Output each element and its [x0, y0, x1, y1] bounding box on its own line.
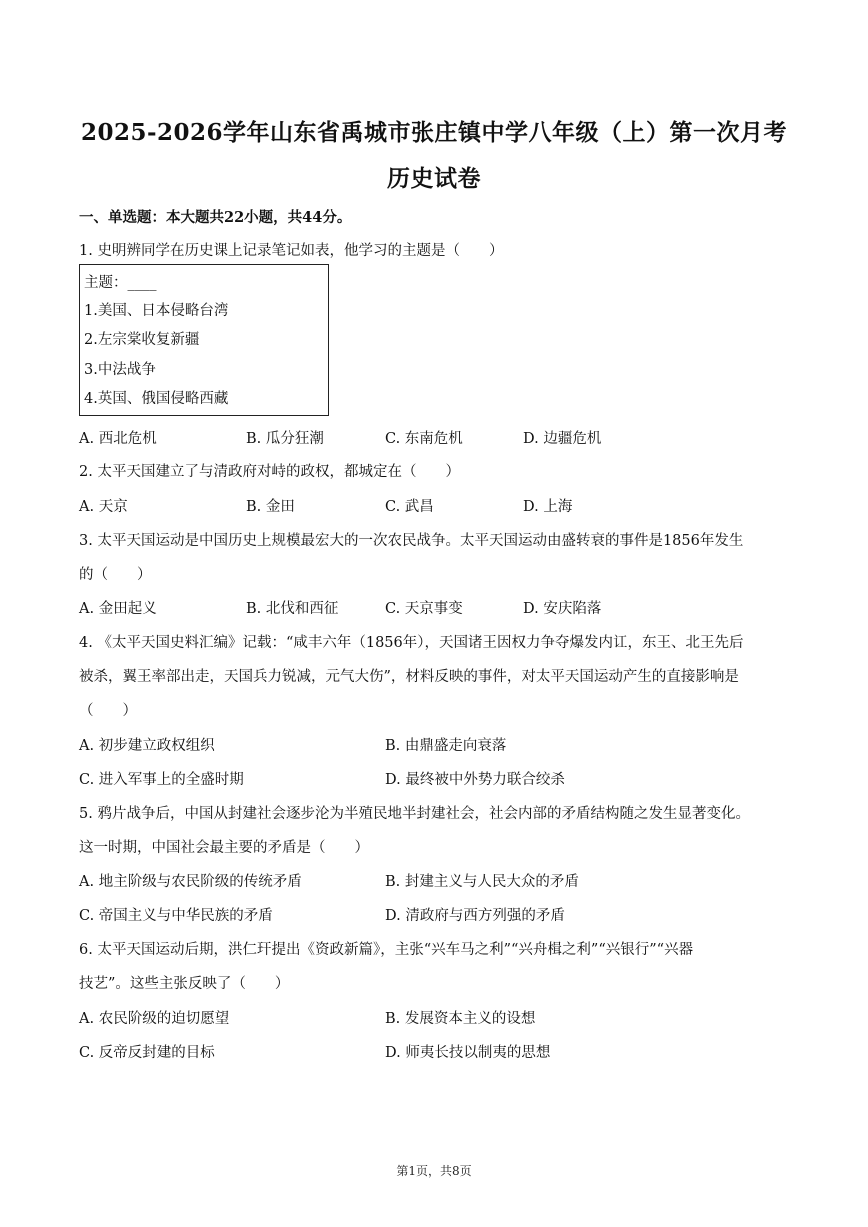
option-c: C. 东南危机 [385, 431, 463, 447]
note-item: 3.中法战争 [84, 362, 156, 378]
note-item: 2.左宗棠收复新疆 [84, 332, 200, 348]
question-3-stem-cont: 的（ ） [79, 567, 152, 583]
question-4-stem-cont: 被杀，翼王率部出走，天国兵力锐减，元气大伤”，材料反映的事件，对太平天国运动产生的直接影响是 [79, 669, 739, 685]
section-heading: 一、单选题：本大题共22小题，共44分。 [79, 209, 352, 226]
question-1-stem: 1. 史明辨同学在历史课上记录笔记如表，他学习的主题是（ ） [79, 243, 504, 259]
option-d: D. 上海 [523, 499, 573, 515]
option-b: B. 北伐和西征 [246, 601, 339, 617]
option-d: D. 师夷长技以制夷的思想 [385, 1045, 551, 1061]
note-topic: 主题：____ [84, 275, 157, 291]
note-item: 4.英国、俄国侵略西藏 [84, 391, 229, 407]
question-5-stem-cont: 这一时期，中国社会最主要的矛盾是（ ） [79, 840, 369, 856]
option-a: A. 地主阶级与农民阶级的传统矛盾 [79, 874, 302, 890]
question-4-stem-cont: （ ） [79, 703, 137, 719]
question-6-stem: 6. 太平天国运动后期，洪仁玕提出《资政新篇》，主张“兴车马之利”“兴舟楫之利”“兴银行”“兴器 [79, 942, 694, 958]
question-5-stem: 5. 鸦片战争后，中国从封建社会逐步沦为半殖民地半封建社会，社会内部的矛盾结构随之发生显著变化。 [79, 806, 750, 822]
question-2-stem: 2. 太平天国建立了与清政府对峙的政权，都城定在（ ） [79, 464, 460, 480]
option-c: C. 天京事变 [385, 601, 463, 617]
option-c: C. 武昌 [385, 499, 434, 515]
exam-title-line2: 历史试卷 [387, 165, 481, 192]
option-a: A. 初步建立政权组织 [79, 738, 215, 754]
option-d: D. 边疆危机 [523, 431, 602, 447]
exam-title-line1: 2025-2026学年山东省禹城市张庄镇中学八年级（上）第一次月考 [80, 119, 788, 146]
note-item: 1.美国、日本侵略台湾 [84, 303, 229, 319]
option-b: B. 封建主义与人民大众的矛盾 [385, 874, 579, 890]
option-a: A. 天京 [79, 499, 128, 515]
question-4-stem: 4. 《太平天国史料汇编》记载：“咸丰六年（1856年），天国诸王因权力争夺爆发内讧，东王、北王先后 [79, 635, 744, 651]
question-6-stem-cont: 技艺”。这些主张反映了（ ） [79, 976, 290, 992]
option-d: D. 清政府与西方列强的矛盾 [385, 908, 565, 924]
option-a: A. 西北危机 [79, 431, 157, 447]
option-c: C. 反帝反封建的目标 [79, 1045, 215, 1061]
question-1-note-table [79, 264, 329, 416]
question-3-stem: 3. 太平天国运动是中国历史上规模最宏大的一次农民战争。太平天国运动由盛转衰的事件是1856年发生 [79, 533, 744, 549]
option-b: B. 发展资本主义的设想 [385, 1011, 536, 1027]
option-b: B. 瓜分狂潮 [246, 431, 324, 447]
option-c: C. 进入军事上的全盛时期 [79, 772, 244, 788]
option-a: A. 农民阶级的迫切愿望 [79, 1011, 230, 1027]
option-a: A. 金田起义 [79, 601, 157, 617]
option-d: D. 安庆陷落 [523, 601, 602, 617]
option-d: D. 最终被中外势力联合绞杀 [385, 772, 565, 788]
page-footer: 第1页，共8页 [396, 1164, 472, 1178]
option-c: C. 帝国主义与中华民族的矛盾 [79, 908, 273, 924]
option-b: B. 金田 [246, 499, 295, 515]
option-b: B. 由鼎盛走向衰落 [385, 738, 507, 754]
